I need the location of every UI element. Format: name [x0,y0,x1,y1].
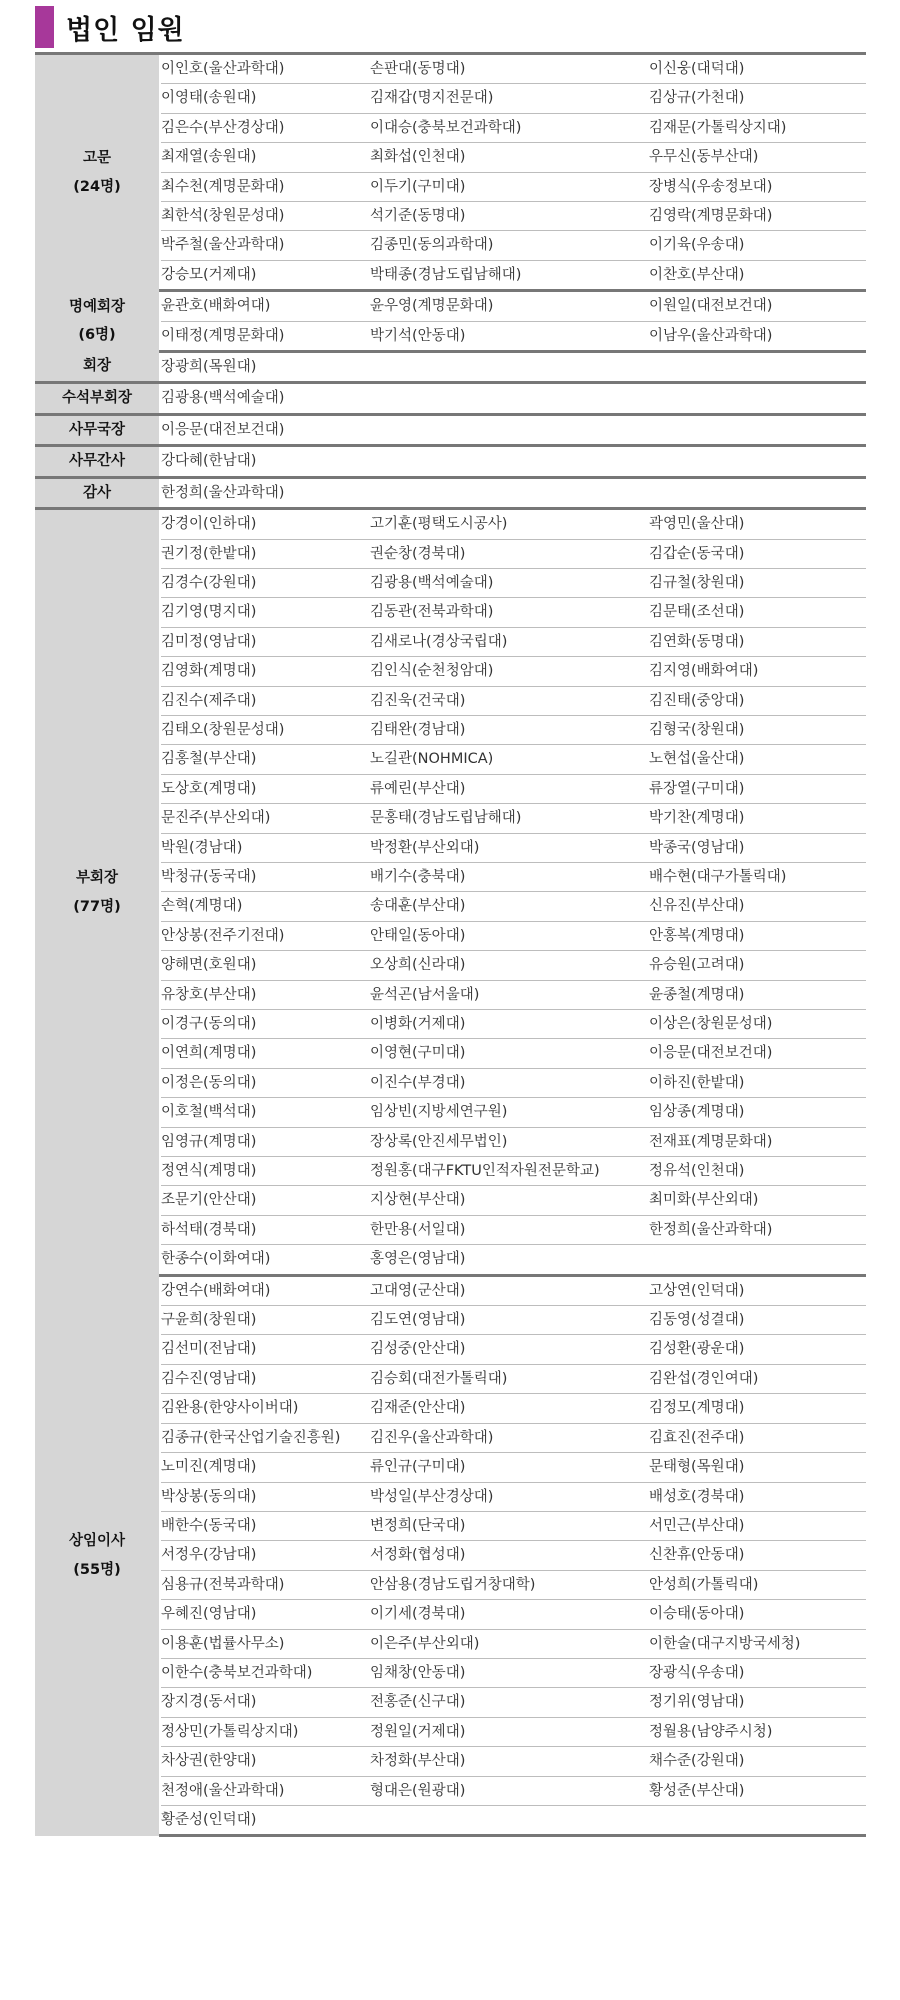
member-name: 이태정(계명문화대) [160,321,370,351]
member-name: 이용훈(법률사무소) [160,1629,370,1658]
member-name: 김성환(광운대) [649,1335,866,1364]
member-name: 김연화(동명대) [649,627,866,656]
member-name: 정상민(가톨릭상지대) [160,1717,370,1746]
member-name: 장상록(안진세무법인) [370,1127,649,1156]
table-row [35,1245,866,1275]
member-name: 유승원(고려대) [649,951,866,980]
member-name: 김성중(안산대) [370,1335,649,1364]
table-row [35,446,866,477]
member-name: 이남우(울산과학대) [649,321,866,351]
member-name: 김종규(한국산업기술진흥원) [160,1423,370,1452]
table-row [35,414,866,445]
member-name: 서정우(강남대) [160,1541,370,1570]
member-name: 오상희(신라대) [370,951,649,980]
member-name: 김재준(안산대) [370,1394,649,1423]
member-name: 김진태(중앙대) [649,686,866,715]
member-name: 이은주(부산외대) [370,1629,649,1658]
member-name: 박기석(안동대) [370,321,649,351]
member-name: 김재문(가톨릭상지대) [649,113,866,142]
member-name: 정원일(거제대) [370,1717,649,1746]
category-cell [35,446,160,477]
member-name: 배기수(충북대) [370,862,649,891]
member-name: 이병화(거제대) [370,1010,649,1039]
member-name: 도상호(계명대) [160,774,370,803]
member-name: 박종국(영남대) [649,833,866,862]
member-name: 임영규(계명대) [160,1127,370,1156]
category-label: 상임이사 [68,1533,126,1550]
table-row [35,980,866,1009]
category-count: (6명) [78,327,116,344]
table-row [35,568,866,597]
table-row [35,1482,866,1511]
member-name: 형대은(원광대) [370,1776,649,1805]
member-name: 황준성(인덕대) [160,1805,370,1835]
member-name [649,414,866,445]
table-row [35,1394,866,1423]
member-name: 이연희(계명대) [160,1039,370,1068]
member-name: 황성준(부산대) [649,1776,866,1805]
member-name [649,1805,866,1835]
member-name: 김미정(영남대) [160,627,370,656]
table-row [35,951,866,980]
member-name: 우무신(동부산대) [649,143,866,172]
member-name: 차정화(부산대) [370,1747,649,1776]
member-name: 권기정(한밭대) [160,539,370,568]
member-name: 이상은(창원문성대) [649,1010,866,1039]
member-name: 김종민(동의과학대) [370,231,649,260]
member-name: 윤관호(배화여대) [160,291,370,321]
member-name: 한종수(이화여대) [160,1245,370,1275]
member-name: 김진수(제주대) [160,686,370,715]
table-row [35,774,866,803]
table-row [35,598,866,627]
category-cell [35,54,160,291]
member-name: 신찬휴(안동대) [649,1541,866,1570]
member-name [649,446,866,477]
member-name: 이찬호(부산대) [649,260,866,290]
member-name: 손판대(동명대) [370,54,649,84]
table-row [35,202,866,231]
member-name: 배한수(동국대) [160,1511,370,1540]
member-name: 곽영민(울산대) [649,509,866,539]
officers-table [35,52,866,1837]
member-name: 전재표(계명문화대) [649,1127,866,1156]
member-name: 심용규(전북과학대) [160,1570,370,1599]
category-cell [35,291,160,352]
table-row [35,113,866,142]
table-row [35,260,866,290]
member-name: 이경구(동의대) [160,1010,370,1039]
member-name: 우혜진(영남대) [160,1600,370,1629]
table-row [35,143,866,172]
table-row [35,1423,866,1452]
table-row [35,1098,866,1127]
table-row [35,921,866,950]
member-name: 문진주(부산외대) [160,804,370,833]
member-name: 이신웅(대덕대) [649,54,866,84]
member-name: 고상연(인덕대) [649,1275,866,1305]
title-accent-bar [35,6,54,48]
member-name [649,383,866,414]
member-name: 임채창(안동대) [370,1658,649,1687]
table-row [35,509,866,539]
member-name: 이응문(대전보건대) [649,1039,866,1068]
member-name: 안태일(동아대) [370,921,649,950]
member-name: 한정희(울산과학대) [649,1215,866,1244]
member-name: 장병식(우송정보대) [649,172,866,201]
table-row [35,1600,866,1629]
category-label: 감사 [82,484,111,501]
member-name: 김동관(전북과학대) [370,598,649,627]
member-name: 박원(경남대) [160,833,370,862]
table-row [35,1010,866,1039]
member-name [370,414,649,445]
category-label: 고문 [82,150,111,167]
member-name: 김완섭(경인여대) [649,1364,866,1393]
member-name: 지상현(부산대) [370,1186,649,1215]
member-name: 김지영(배화여대) [649,657,866,686]
category-cell [35,352,160,383]
member-name [649,1245,866,1275]
member-name: 조문기(안산대) [160,1186,370,1215]
member-name [370,477,649,508]
member-name: 김선미(전남대) [160,1335,370,1364]
member-name: 김완용(한양사이버대) [160,1394,370,1423]
category-label: 부회장 [75,870,119,887]
member-name: 정연식(계명대) [160,1157,370,1186]
table-row [35,1186,866,1215]
member-name: 장지경(동서대) [160,1688,370,1717]
member-name: 노미진(계명대) [160,1453,370,1482]
table-row [35,172,866,201]
member-name: 김기영(명지대) [160,598,370,627]
member-name: 박주철(울산과학대) [160,231,370,260]
member-name: 이한수(충북보건과학대) [160,1658,370,1687]
category-label: 수석부회장 [61,390,133,407]
table-row [35,892,866,921]
table-row [35,1688,866,1717]
category-count: (55명) [73,1561,121,1578]
member-name: 안삼용(경남도립거창대학) [370,1570,649,1599]
member-name: 임상종(계명대) [649,1098,866,1127]
member-name: 안성희(가톨릭대) [649,1570,866,1599]
member-name: 윤우영(계명문화대) [370,291,649,321]
member-name: 김은수(부산경상대) [160,113,370,142]
category-label: 명예회장 [68,298,126,315]
member-name: 김갑순(동국대) [649,539,866,568]
member-name: 류예린(부산대) [370,774,649,803]
category-label: 회장 [82,358,111,375]
member-name: 송대훈(부산대) [370,892,649,921]
table-row [35,745,866,774]
member-name: 강다혜(한남대) [160,446,370,477]
member-name: 박기찬(계명대) [649,804,866,833]
member-name: 서정화(협성대) [370,1541,649,1570]
member-name: 강경이(인하대) [160,509,370,539]
member-name: 김수진(영남대) [160,1364,370,1393]
table-row [35,862,866,891]
member-name: 최화섭(인천대) [370,143,649,172]
member-name: 한만용(서일대) [370,1215,649,1244]
member-name: 배수현(대구가톨릭대) [649,862,866,891]
member-name [370,1805,649,1835]
table-row [35,1127,866,1156]
table-row [35,1306,866,1335]
table-row [35,231,866,260]
member-name: 안홍복(계명대) [649,921,866,950]
member-name: 김도연(영남대) [370,1306,649,1335]
member-name: 최미화(부산외대) [649,1186,866,1215]
member-name: 최한석(창원문성대) [160,202,370,231]
member-name: 문태형(목원대) [649,1453,866,1482]
member-name: 신유진(부산대) [649,892,866,921]
member-name: 최재열(송원대) [160,143,370,172]
category-cell [35,477,160,508]
table-row [35,1068,866,1097]
member-name: 한정희(울산과학대) [160,477,370,508]
table-row [35,1717,866,1746]
table-row [35,1747,866,1776]
member-name: 이한술(대구지방국세청) [649,1629,866,1658]
member-name: 김새로나(경상국립대) [370,627,649,656]
member-name: 류장열(구미대) [649,774,866,803]
member-name [649,352,866,383]
member-name: 석기준(동명대) [370,202,649,231]
member-name: 채수준(강원대) [649,1747,866,1776]
table-row [35,833,866,862]
member-name: 정유석(인천대) [649,1157,866,1186]
member-name: 최수천(계명문화대) [160,172,370,201]
table-row [35,291,866,321]
member-name: 하석태(경북대) [160,1215,370,1244]
member-name: 김광용(백석예술대) [370,568,649,597]
member-name: 김영락(계명문화대) [649,202,866,231]
member-name: 김영화(계명대) [160,657,370,686]
member-name: 이승태(동아대) [649,1600,866,1629]
table-row [35,1658,866,1687]
table-row [35,657,866,686]
member-name: 이호철(백석대) [160,1098,370,1127]
member-name: 고대영(군산대) [370,1275,649,1305]
table-row [35,477,866,508]
table-row [35,804,866,833]
member-name: 이기육(우송대) [649,231,866,260]
member-name: 김정모(계명대) [649,1394,866,1423]
member-name: 정원홍(대구FKTU인적자원전문학교) [370,1157,649,1186]
member-name: 김진우(울산과학대) [370,1423,649,1452]
member-name: 정기위(영남대) [649,1688,866,1717]
member-name: 차상권(한양대) [160,1747,370,1776]
table-row [35,1541,866,1570]
member-name: 이하진(한밭대) [649,1068,866,1097]
member-name: 김효진(전주대) [649,1423,866,1452]
table-row [35,84,866,113]
table-row [35,1215,866,1244]
member-name: 이응문(대전보건대) [160,414,370,445]
member-name: 고기훈(평택도시공사) [370,509,649,539]
member-name: 김홍철(부산대) [160,745,370,774]
table-row [35,321,866,351]
member-name: 유창호(부산대) [160,980,370,1009]
member-name: 김동영(성결대) [649,1306,866,1335]
table-row [35,1629,866,1658]
member-name: 이영태(송원대) [160,84,370,113]
table-row [35,1511,866,1540]
member-name: 윤종철(계명대) [649,980,866,1009]
table-row [35,686,866,715]
member-name: 김인식(순천청암대) [370,657,649,686]
category-label: 사무국장 [68,421,126,438]
member-name: 김규철(창원대) [649,568,866,597]
table-row [35,1453,866,1482]
member-name: 천정애(울산과학대) [160,1776,370,1805]
table-row [35,54,866,84]
member-name: 이진수(부경대) [370,1068,649,1097]
member-name: 김태완(경남대) [370,715,649,744]
table-row [35,1275,866,1305]
member-name: 김광용(백석예술대) [160,383,370,414]
table-row [35,715,866,744]
member-name: 이정은(동의대) [160,1068,370,1097]
section-header [35,6,185,48]
member-name: 권순창(경북대) [370,539,649,568]
category-cell [35,414,160,445]
category-label: 사무간사 [68,453,126,470]
member-name: 장광식(우송대) [649,1658,866,1687]
table-row [35,1157,866,1186]
member-name: 박정환(부산외대) [370,833,649,862]
member-name: 김진욱(건국대) [370,686,649,715]
member-name: 양해면(호원대) [160,951,370,980]
table-row [35,352,866,383]
category-cell [35,383,160,414]
member-name [370,446,649,477]
member-name: 임상빈(지방세연구원) [370,1098,649,1127]
member-name: 김태오(창원문성대) [160,715,370,744]
table-row [35,1335,866,1364]
member-name: 노길관(NOHMICA) [370,745,649,774]
member-name: 이두기(구미대) [370,172,649,201]
member-name: 박청규(동국대) [160,862,370,891]
member-name: 서민근(부산대) [649,1511,866,1540]
category-cell [35,1275,160,1836]
member-name: 이영현(구미대) [370,1039,649,1068]
table-row [35,1570,866,1599]
category-count: (77명) [73,898,121,915]
member-name: 이원일(대전보건대) [649,291,866,321]
category-count: (24명) [73,178,121,195]
member-name: 홍영은(영남대) [370,1245,649,1275]
member-name: 강승모(거제대) [160,260,370,290]
member-name: 전홍준(신구대) [370,1688,649,1717]
member-name: 이인호(울산과학대) [160,54,370,84]
page-title: 법인 임원 [66,14,185,46]
member-name: 손혁(계명대) [160,892,370,921]
table-row [35,1805,866,1835]
member-name: 박상봉(동의대) [160,1482,370,1511]
member-name: 구윤희(창원대) [160,1306,370,1335]
table-row [35,1776,866,1805]
member-name: 김재갑(명지전문대) [370,84,649,113]
member-name: 문홍태(경남도립남해대) [370,804,649,833]
member-name: 박태종(경남도립남해대) [370,260,649,290]
member-name [370,352,649,383]
member-name: 김경수(강원대) [160,568,370,597]
table-row [35,1039,866,1068]
table-row [35,383,866,414]
member-name: 노현섭(울산대) [649,745,866,774]
category-cell [35,509,160,1276]
table-row [35,627,866,656]
member-name: 박성일(부산경상대) [370,1482,649,1511]
member-name: 이기세(경북대) [370,1600,649,1629]
member-name: 류인규(구미대) [370,1453,649,1482]
member-name: 김문태(조선대) [649,598,866,627]
member-name: 김형국(창원대) [649,715,866,744]
member-name: 변정희(단국대) [370,1511,649,1540]
member-name: 윤석곤(남서울대) [370,980,649,1009]
member-name: 배성호(경북대) [649,1482,866,1511]
member-name: 안상봉(전주기전대) [160,921,370,950]
table-row [35,539,866,568]
member-name: 김상규(가천대) [649,84,866,113]
member-name: 장광희(목원대) [160,352,370,383]
member-name: 이대승(충북보건과학대) [370,113,649,142]
member-name [370,383,649,414]
member-name: 김승회(대전가톨릭대) [370,1364,649,1393]
member-name [649,477,866,508]
table-row [35,1364,866,1393]
member-name: 정월용(남양주시청) [649,1717,866,1746]
member-name: 강연수(배화여대) [160,1275,370,1305]
